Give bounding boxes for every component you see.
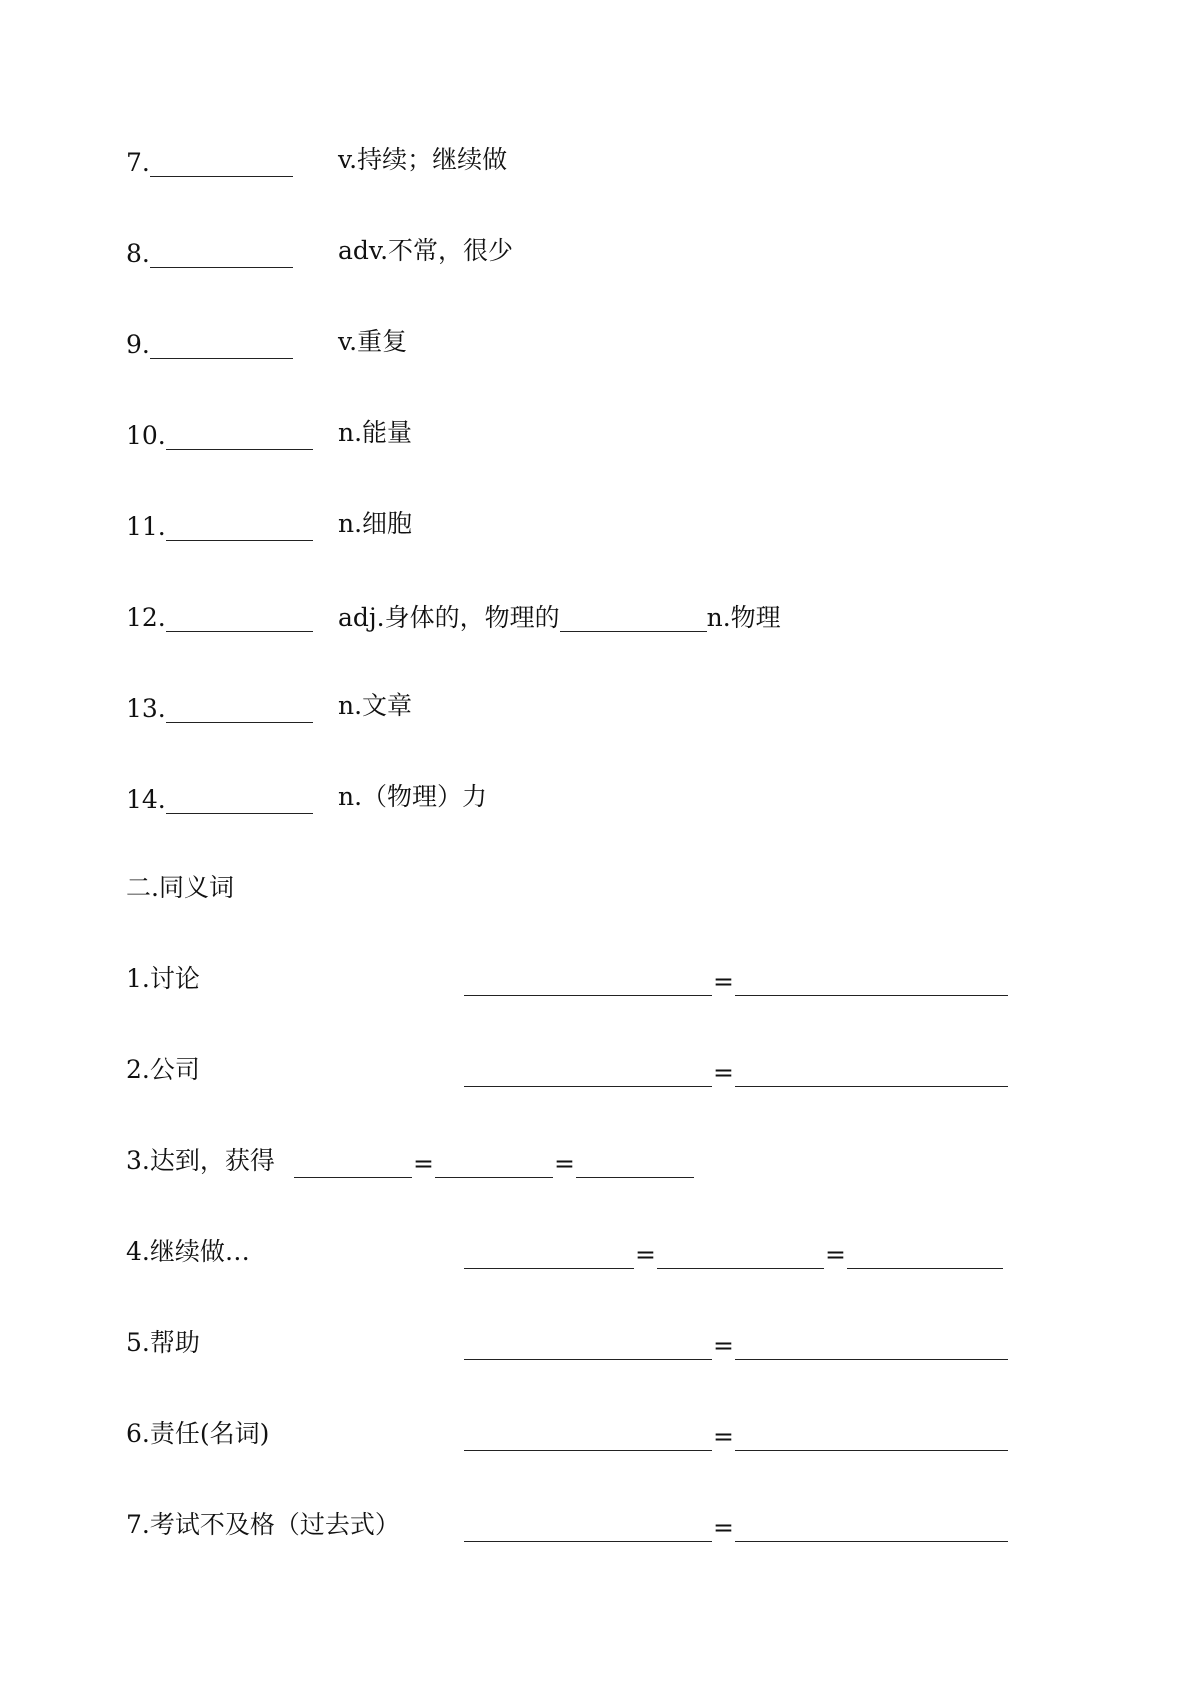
answer-blank[interactable] xyxy=(464,1511,712,1542)
answer-blank[interactable] xyxy=(735,1420,1008,1451)
synonym-answers xyxy=(464,1505,1008,1548)
vocab-definition: n.（物理）力 xyxy=(338,782,488,811)
vocab-number: 12. xyxy=(126,603,166,632)
synonym-row-5 xyxy=(126,1323,1026,1363)
equals-sign: = xyxy=(635,1240,656,1269)
answer-blank[interactable] xyxy=(735,1329,1008,1360)
equals-sign: = xyxy=(553,1149,575,1178)
synonym-row-7 xyxy=(126,1505,1026,1545)
synonym-answers xyxy=(464,959,1008,1002)
synonym-answers xyxy=(464,1050,1008,1093)
equals-sign: = xyxy=(413,1149,434,1178)
vocab-definition: v.持续；继续做 xyxy=(338,145,508,174)
vocab-definition-2: n.物理 xyxy=(706,603,781,632)
section-title: 二.同义词 xyxy=(126,873,234,902)
synonym-label: 2.公司 xyxy=(126,1055,200,1084)
answer-blank[interactable] xyxy=(735,965,1008,996)
synonym-row-4 xyxy=(126,1232,1026,1272)
equals-sign: = xyxy=(713,1513,734,1542)
vocab-definition: adj.身体的，物理的 xyxy=(338,603,560,632)
answer-blank[interactable] xyxy=(294,1147,412,1178)
vocab-definition-group xyxy=(338,595,781,638)
synonym-answers xyxy=(294,1141,694,1184)
synonym-row-3 xyxy=(126,1141,1026,1181)
vocab-row-9 xyxy=(126,322,408,362)
vocab-row-12 xyxy=(126,595,781,635)
equals-sign: = xyxy=(713,1422,734,1451)
answer-blank[interactable] xyxy=(150,328,293,359)
synonym-label: 1.讨论 xyxy=(126,964,200,993)
vocab-definition: n.能量 xyxy=(338,418,413,447)
vocab-number: 7. xyxy=(126,148,150,177)
answer-blank[interactable] xyxy=(464,1238,634,1269)
answer-blank[interactable] xyxy=(847,1238,1003,1269)
vocab-row-13 xyxy=(126,686,413,726)
answer-blank[interactable] xyxy=(560,601,707,632)
answer-blank[interactable] xyxy=(576,1147,694,1178)
vocab-definition: v.重复 xyxy=(338,327,408,356)
answer-blank[interactable] xyxy=(735,1511,1008,1542)
synonym-label: 3.达到，获得 xyxy=(126,1146,275,1175)
equals-sign: = xyxy=(824,1240,846,1269)
vocab-number: 10. xyxy=(126,421,166,450)
synonym-row-1 xyxy=(126,959,1026,999)
vocab-number: 9. xyxy=(126,330,150,359)
vocab-row-11 xyxy=(126,504,413,544)
answer-blank[interactable] xyxy=(166,601,313,632)
vocab-number: 11. xyxy=(126,512,166,541)
equals-sign: = xyxy=(713,1058,734,1087)
answer-blank[interactable] xyxy=(166,783,313,814)
vocab-definition: n.细胞 xyxy=(338,509,413,538)
vocab-row-14 xyxy=(126,777,488,817)
synonym-row-6 xyxy=(126,1414,1026,1454)
vocab-definition: adv.不常，很少 xyxy=(338,236,514,265)
vocab-number: 13. xyxy=(126,694,166,723)
answer-blank[interactable] xyxy=(657,1238,824,1269)
vocab-definition: n.文章 xyxy=(338,691,413,720)
answer-blank[interactable] xyxy=(464,965,712,996)
synonym-label: 5.帮助 xyxy=(126,1328,200,1357)
answer-blank[interactable] xyxy=(166,510,313,541)
answer-blank[interactable] xyxy=(464,1329,712,1360)
answer-blank[interactable] xyxy=(464,1056,712,1087)
answer-blank[interactable] xyxy=(166,419,313,450)
equals-sign: = xyxy=(713,967,734,996)
synonym-label: 4.继续做… xyxy=(126,1237,250,1266)
synonym-answers xyxy=(464,1232,1003,1275)
vocab-number: 8. xyxy=(126,239,150,268)
synonym-label: 7.考试不及格（过去式） xyxy=(126,1510,400,1539)
answer-blank[interactable] xyxy=(464,1420,712,1451)
vocab-row-8 xyxy=(126,231,514,271)
synonym-label: 6.责任(名词) xyxy=(126,1419,270,1448)
equals-sign: = xyxy=(713,1331,734,1360)
answer-blank[interactable] xyxy=(166,692,313,723)
answer-blank[interactable] xyxy=(150,146,293,177)
synonym-answers xyxy=(464,1414,1008,1457)
vocab-row-7 xyxy=(126,140,508,180)
synonym-row-2 xyxy=(126,1050,1026,1090)
synonym-answers xyxy=(464,1323,1008,1366)
answer-blank[interactable] xyxy=(150,237,293,268)
answer-blank[interactable] xyxy=(435,1147,553,1178)
answer-blank[interactable] xyxy=(735,1056,1008,1087)
vocab-number: 14. xyxy=(126,785,166,814)
vocab-row-10 xyxy=(126,413,413,453)
